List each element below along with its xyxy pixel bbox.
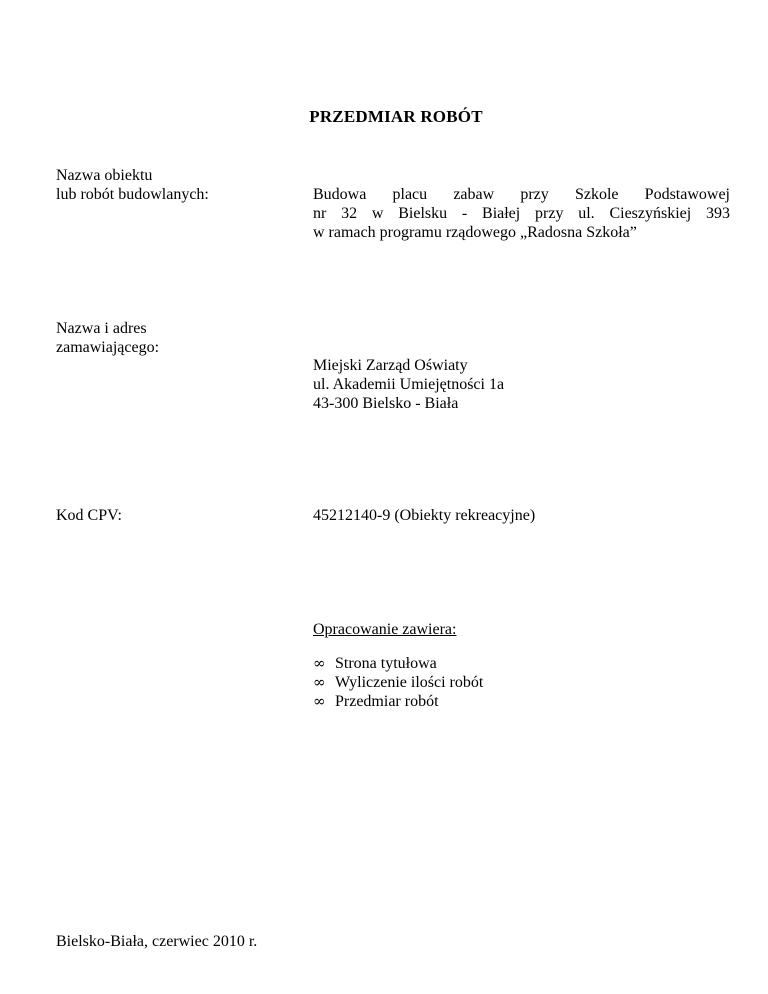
contents-heading: Opracowanie zawiera: <box>313 621 457 638</box>
list-item <box>313 673 483 692</box>
object-name-label-line: lub robót budowlanych: <box>56 186 209 203</box>
client-value-line: ul. Akademii Umiejętności 1a <box>313 376 505 393</box>
client-value-line: 43-300 Bielsko - Biała <box>313 395 459 412</box>
list-item <box>313 692 483 711</box>
list-item-text: Wyliczenie ilości robót <box>335 674 484 691</box>
contents-list <box>313 654 483 711</box>
object-name-label-line: Nazwa obiektu <box>56 167 153 184</box>
list-item-text: Strona tytułowa <box>335 655 437 672</box>
object-name-value-line: w ramach programu rządowego „Radosna Szkoła” <box>313 224 637 241</box>
infinity-bullet-icon: ∞ <box>313 654 326 672</box>
infinity-bullet-icon: ∞ <box>313 692 326 710</box>
infinity-bullet-icon: ∞ <box>313 673 326 691</box>
client-label-line: zamawiającego: <box>56 339 160 356</box>
client-label-line: Nazwa i adres <box>56 320 147 337</box>
client-value-line: Miejski Zarząd Oświaty <box>313 357 468 374</box>
document-title: PRZEDMIAR ROBÓT <box>309 107 483 126</box>
object-name-value <box>313 185 730 242</box>
client-value <box>313 356 730 413</box>
list-item <box>313 654 483 673</box>
cpv-label: Kod CPV: <box>56 507 122 524</box>
object-name-label <box>56 166 296 204</box>
client-label <box>56 319 296 357</box>
cpv-value: 45212140-9 (Obiekty rekreacyjne) <box>313 507 536 524</box>
object-name-value-line: nr 32 w Bielsku - Białej przy ul. Cieszyńskiej 393 <box>313 205 730 222</box>
object-name-value-line: Budowa placu zabaw przy Szkole Podstawowej <box>313 186 730 203</box>
list-item-text: Przedmiar robót <box>335 693 439 710</box>
place-date-footer: Bielsko-Biała, czerwiec 2010 r. <box>56 933 258 950</box>
